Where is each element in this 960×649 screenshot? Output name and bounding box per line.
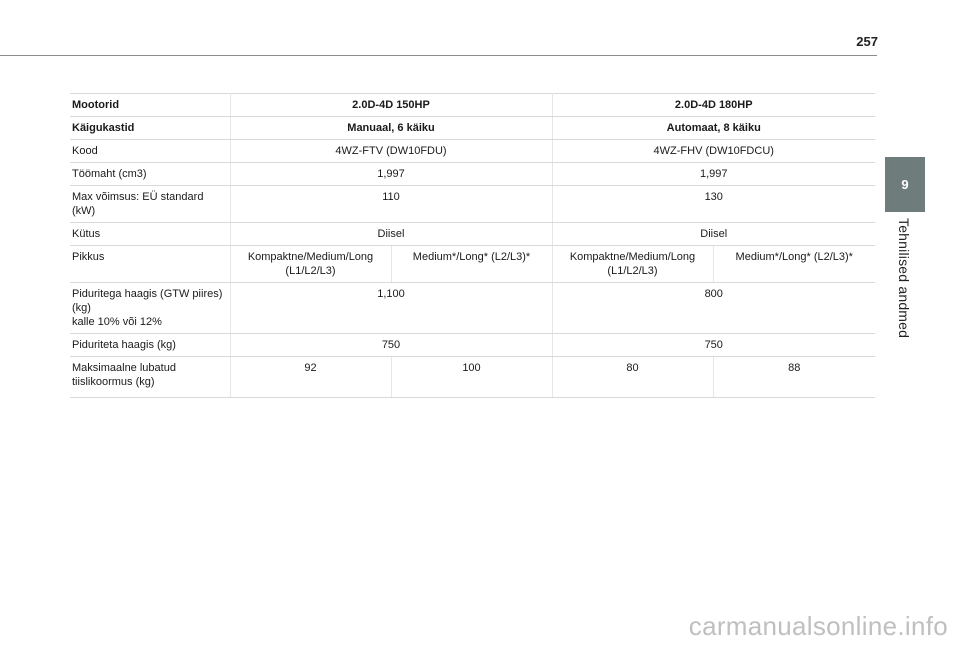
page-number: 257 xyxy=(856,34,878,49)
table-cell: 800 xyxy=(552,283,875,334)
table-cell: 750 xyxy=(230,334,552,357)
table-cell: Kompaktne/Medium/Long (L1/L2/L3) xyxy=(230,246,391,283)
table-row-displacement xyxy=(70,163,875,186)
row-label: Käigukastid xyxy=(70,117,230,140)
table-cell: 110 xyxy=(230,186,552,223)
table-cell: 4WZ-FTV (DW10FDU) xyxy=(230,140,552,163)
table-cell: 92 xyxy=(230,357,391,398)
engine-spec-table xyxy=(70,93,875,398)
row-label xyxy=(70,283,230,334)
table-cell: 80 xyxy=(552,357,713,398)
table-cell: 1,997 xyxy=(230,163,552,186)
row-label: Max võimsus: EÜ standard (kW) xyxy=(70,186,230,223)
table-cell: Kompaktne/Medium/Long (L1/L2/L3) xyxy=(552,246,713,283)
row-label-line: kalle 10% või 12% xyxy=(72,316,162,328)
table-row-power xyxy=(70,186,875,223)
table-cell: 130 xyxy=(552,186,875,223)
table-row-drawbar-load xyxy=(70,357,875,398)
chapter-tab xyxy=(885,157,925,212)
row-label: Mootorid xyxy=(70,94,230,117)
table-cell: 88 xyxy=(713,357,875,398)
table-row-fuel xyxy=(70,223,875,246)
engine-150hp: 2.0D-4D 150HP xyxy=(230,94,552,117)
table-cell: 100 xyxy=(391,357,552,398)
row-label: Kütus xyxy=(70,223,230,246)
row-label: Piduriteta haagis (kg) xyxy=(70,334,230,357)
table-row-length xyxy=(70,246,875,283)
table-cell: 750 xyxy=(552,334,875,357)
table-cell: 4WZ-FHV (DW10FDCU) xyxy=(552,140,875,163)
table-cell: Diisel xyxy=(552,223,875,246)
watermark: carmanualsonline.info xyxy=(688,611,948,641)
row-label-line: Piduritega haagis (GTW piires) (kg) xyxy=(72,288,223,314)
table-cell: Automaat, 8 käiku xyxy=(552,117,875,140)
table-cell: Medium*/Long* (L2/L3)* xyxy=(391,246,552,283)
row-label: Töömaht (cm3) xyxy=(70,163,230,186)
table-cell: 1,100 xyxy=(230,283,552,334)
table-row-engines xyxy=(70,94,875,117)
row-label: Maksimaalne lubatud tiislikoormus (kg) xyxy=(70,357,230,398)
engine-180hp: 2.0D-4D 180HP xyxy=(552,94,875,117)
table-row-code xyxy=(70,140,875,163)
table-row-unbraked-trailer xyxy=(70,334,875,357)
row-label: Pikkus xyxy=(70,246,230,283)
header-divider xyxy=(0,55,877,56)
table-cell: Manuaal, 6 käiku xyxy=(230,117,552,140)
chapter-title: Tehnilised andmed xyxy=(896,218,912,339)
table-cell: 1,997 xyxy=(552,163,875,186)
table-row-braked-trailer xyxy=(70,283,875,334)
chapter-number: 9 xyxy=(901,177,909,192)
table-row-gearbox xyxy=(70,117,875,140)
row-label: Kood xyxy=(70,140,230,163)
table-cell: Diisel xyxy=(230,223,552,246)
table-cell: Medium*/Long* (L2/L3)* xyxy=(713,246,875,283)
